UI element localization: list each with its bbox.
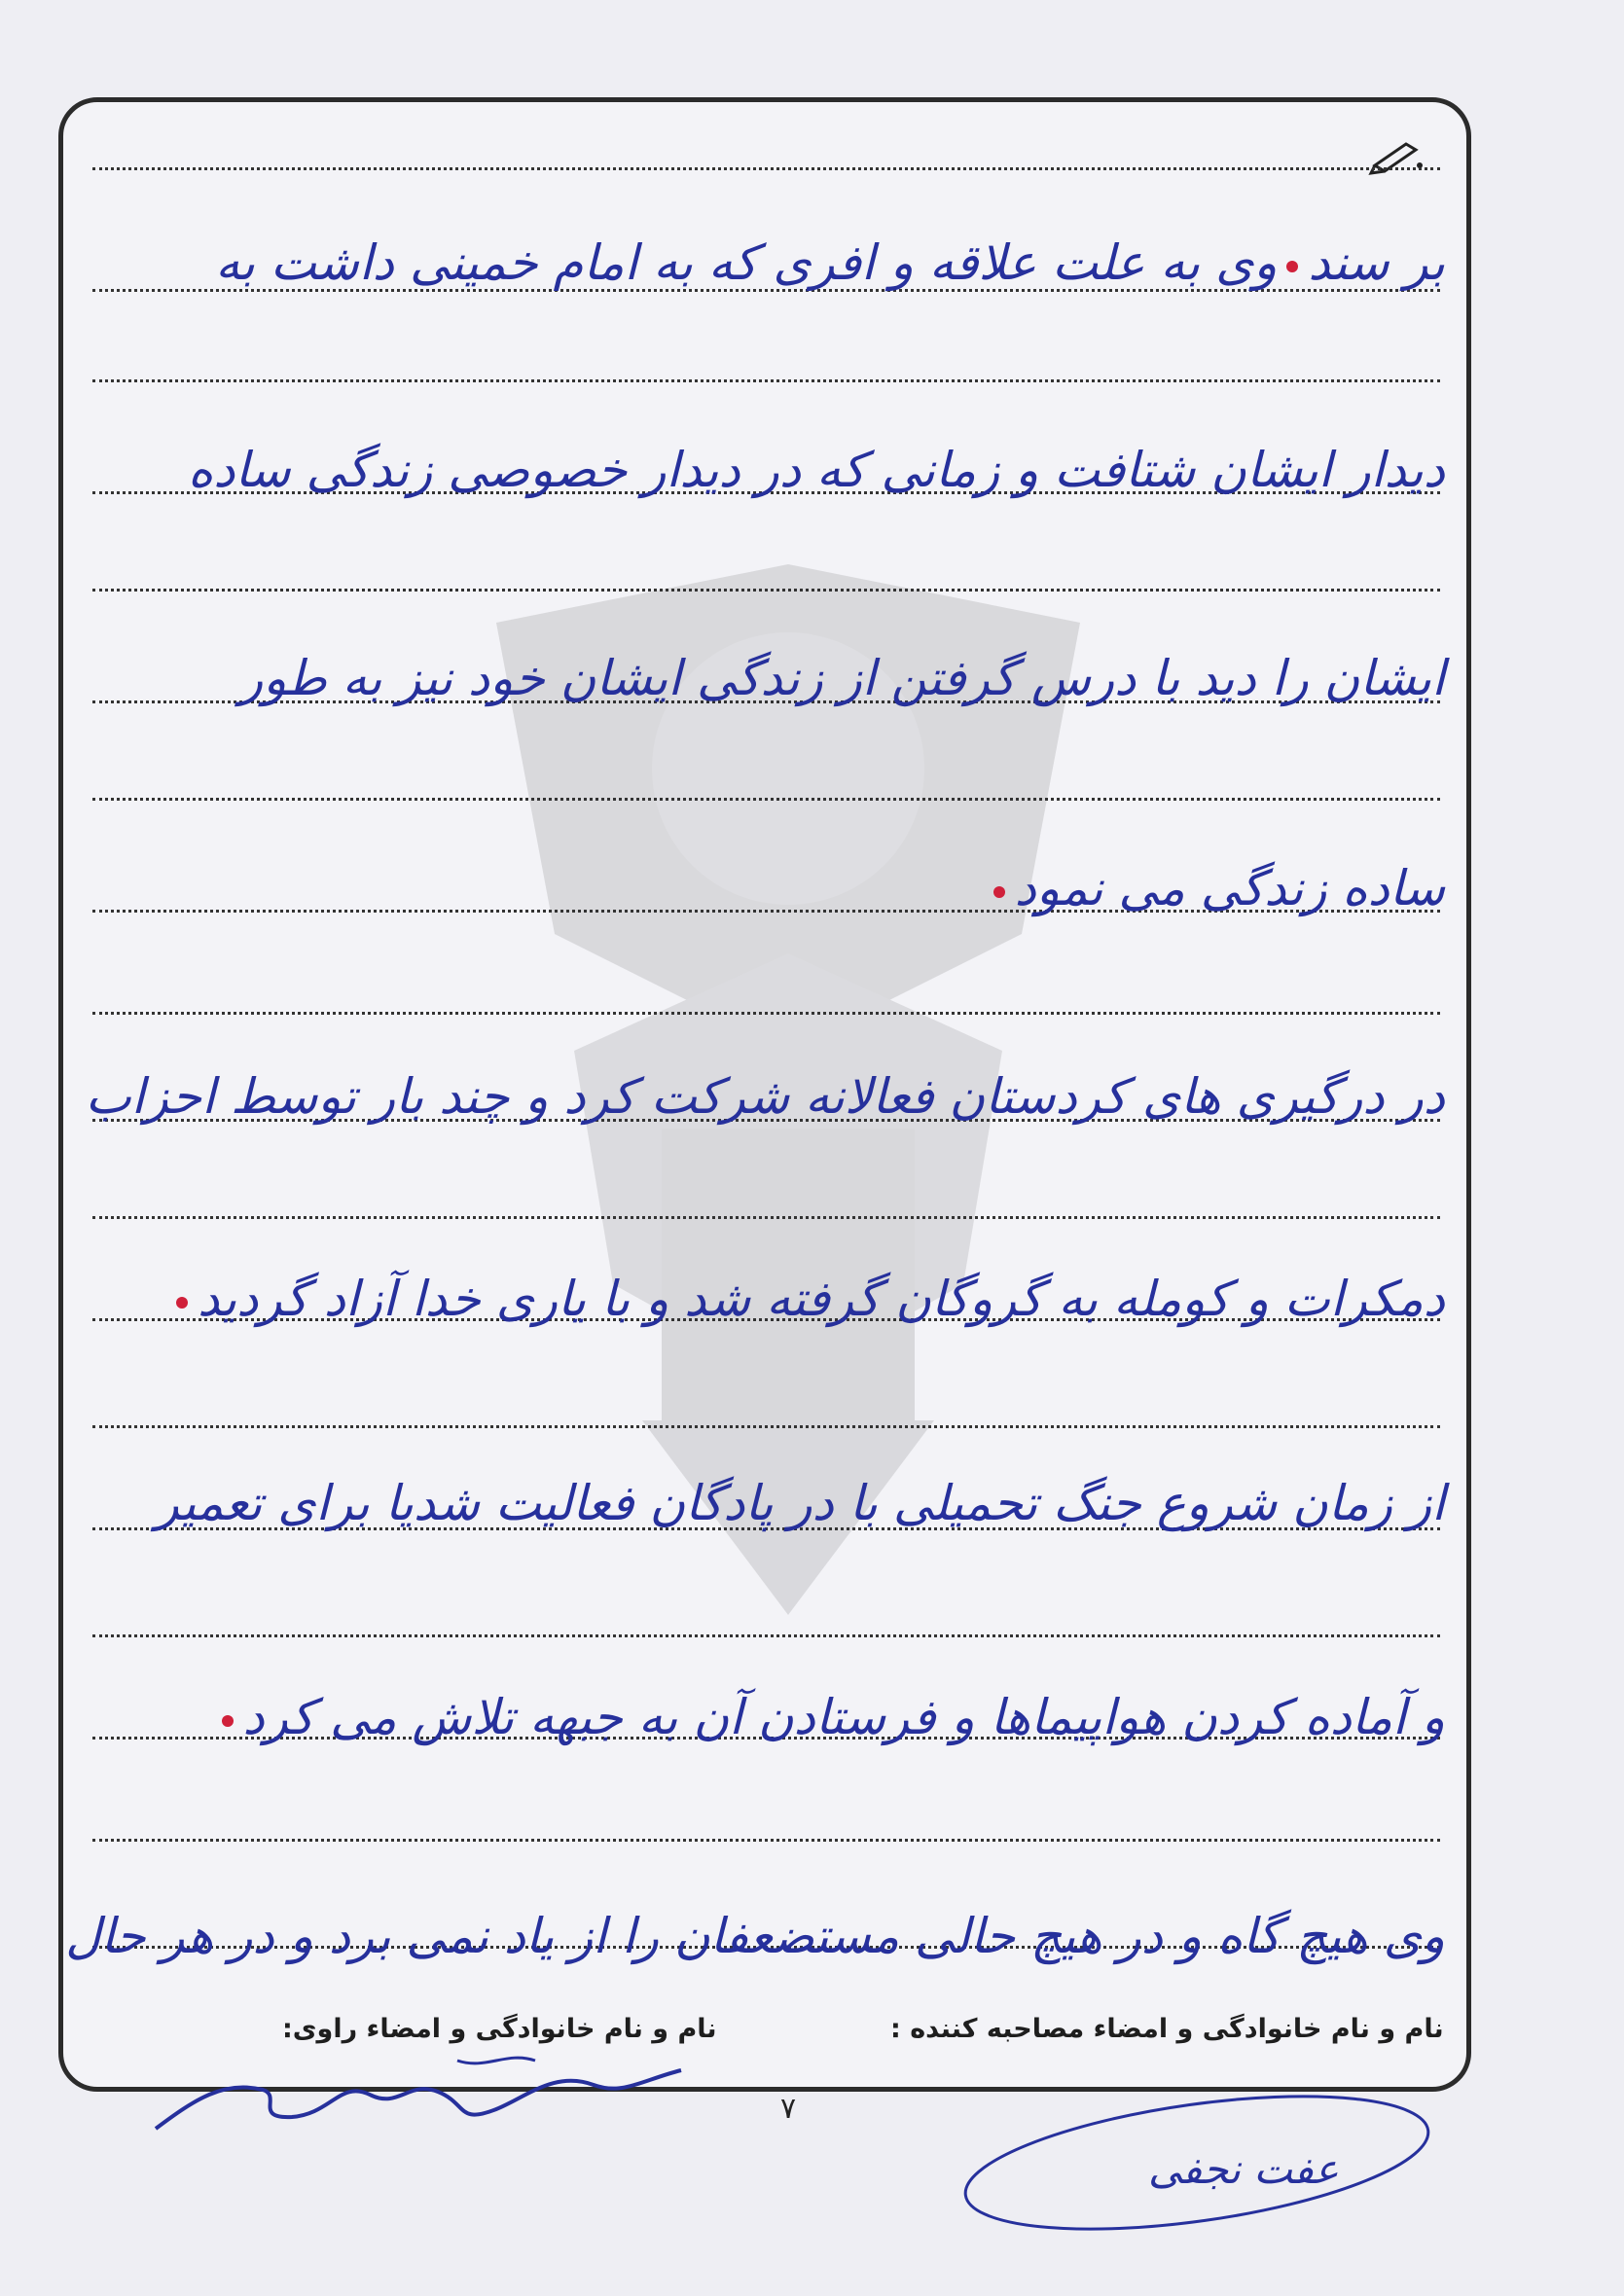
handwritten-line-3 [88, 644, 1445, 712]
line-text: دیدار ایشان شتافت و زمانی که در دیدار خصوصی زندگی ساده [188, 442, 1445, 498]
line-text: وی هیچ گاه و در هیچ حالی مستضعفان را از یاد نمی برد و در هر حال [65, 1908, 1445, 1964]
line-text: از زمان شروع جنگ تحمیلی با در پادگان فعالیت شدیا برای تعمیر [155, 1475, 1445, 1531]
dotted-rule [92, 798, 1440, 801]
dotted-rule [92, 1425, 1440, 1428]
narrator-signature [136, 2041, 720, 2148]
line-text: وی به علت علاقه و افری که به امام خمینی داشت به [215, 234, 1278, 291]
handwritten-line-4 [88, 854, 1445, 922]
period-mark [993, 886, 1005, 898]
dotted-rule [92, 589, 1440, 592]
handwritten-line-9 [65, 1902, 1445, 1970]
handwritten-line-6 [88, 1265, 1445, 1333]
interviewer-signature: عفت نجفی [1148, 2145, 1339, 2193]
dotted-rule [92, 1012, 1440, 1015]
line-text: ایشان را دید با درس گرفتن از زندگی ایشان خود نیز به طور [239, 650, 1445, 706]
interviewer-signature-label: نام و نام خانوادگی و امضاء مصاحبه کننده : [890, 2014, 1444, 2044]
dotted-rule [92, 1839, 1440, 1842]
period-mark [1286, 261, 1298, 272]
handwritten-line-2 [88, 436, 1445, 504]
period-mark [176, 1297, 188, 1309]
dotted-rule [92, 379, 1440, 382]
narrator-signature-label: نام و نام خانوادگی و امضاء راوی: [282, 2014, 717, 2044]
dotted-rule [92, 167, 1440, 170]
handwritten-line-7 [88, 1469, 1445, 1537]
line-text: در درگیری های کردستان فعالانه شرکت کرد و چند بار توسط احزاب [85, 1068, 1445, 1125]
handwritten-line-1 [88, 229, 1445, 297]
period-mark [222, 1715, 234, 1727]
line-text: و آماده کردن هواپیماها و فرستادن آن به جبهه تلاش می کرد [242, 1689, 1445, 1745]
dotted-rule [92, 1634, 1440, 1637]
line-text: ساده زندگی می نمود [1014, 860, 1445, 916]
line-text: بر سند [1308, 234, 1445, 291]
line-text: دمکرات و کومله به گروگان گرفته شد و با یاری خدا آزاد گردید [198, 1271, 1445, 1327]
handwritten-line-8 [88, 1683, 1445, 1751]
page-number: ۷ [779, 2092, 797, 2126]
handwritten-line-5 [85, 1062, 1445, 1130]
dotted-rule [92, 1216, 1440, 1219]
